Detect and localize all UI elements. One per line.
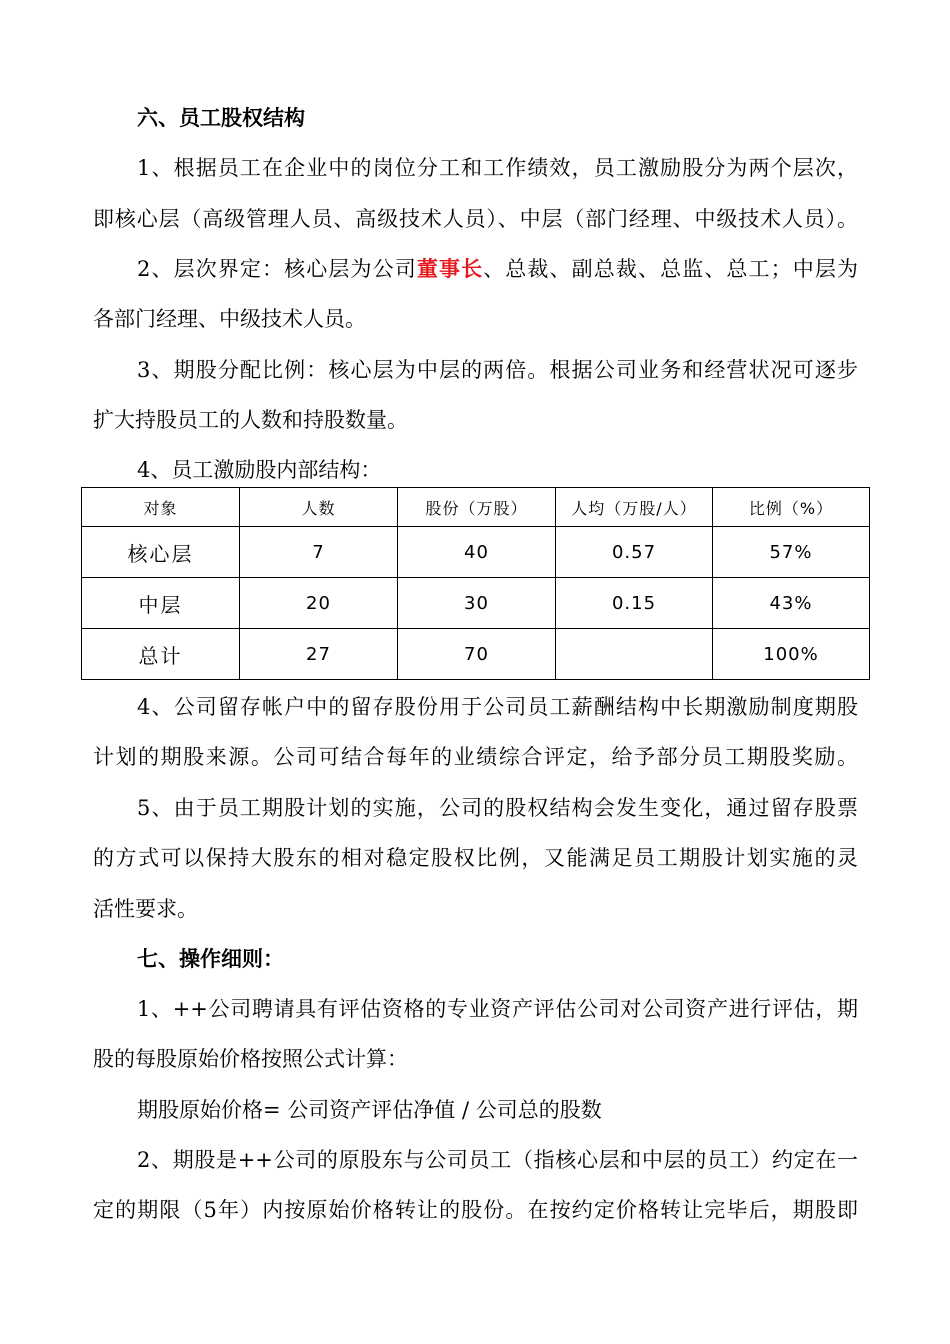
table-cell: 43% <box>713 578 870 629</box>
table-cell: 中层 <box>82 578 240 629</box>
equity-structure-table <box>81 487 870 680</box>
s6-p6-line2: 的方式可以保持大股东的相对稳定股权比例，又能满足员工期股计划实施的灵 <box>93 846 858 870</box>
s7-p1-line2: 股的每股原始价格按照公式计算： <box>93 1047 408 1071</box>
table-cell: 总计 <box>82 629 240 680</box>
s7-formula: 期股原始价格= 公司资产评估净值 / 公司总的股数 <box>137 1098 602 1122</box>
table-row <box>82 629 870 680</box>
table-header: 股份（万股） <box>398 488 556 527</box>
table-cell: 0.15 <box>556 578 713 629</box>
table-cell <box>556 629 713 680</box>
s6-p6-line3: 活性要求。 <box>93 897 198 921</box>
table-cell: 40 <box>398 527 556 578</box>
table-cell: 27 <box>240 629 398 680</box>
table-cell: 70 <box>398 629 556 680</box>
table-cell: 30 <box>398 578 556 629</box>
s6-p1-line1: 1、根据员工在企业中的岗位分工和工作绩效，员工激励股分为两个层次， <box>137 156 858 180</box>
table-header: 人均（万股/人） <box>556 488 713 527</box>
table-cell: 20 <box>240 578 398 629</box>
table-header: 人数 <box>240 488 398 527</box>
s7-p1-line1: 1、++公司聘请具有评估资格的专业资产评估公司对公司资产进行评估，期 <box>137 997 858 1021</box>
s6-p6-line1: 5、由于员工期股计划的实施，公司的股权结构会发生变化，通过留存股票 <box>137 796 858 820</box>
s6-p2-line2: 各部门经理、中级技术人员。 <box>93 307 366 331</box>
table-row <box>82 527 870 578</box>
table-header-row <box>82 488 870 527</box>
s6-p2-suffix: 、总裁、副总裁、总监、总工；中层为 <box>483 257 858 281</box>
s6-p2-highlight: 董事长 <box>416 256 484 281</box>
table-header: 比例（%） <box>713 488 870 527</box>
table-cell: 57% <box>713 527 870 578</box>
table-cell: 100% <box>713 629 870 680</box>
table-cell: 核心层 <box>82 527 240 578</box>
s6-p5-line2: 计划的期股来源。公司可结合每年的业绩综合评定，给予部分员工期股奖励。 <box>93 745 858 769</box>
s6-p3-line2: 扩大持股员工的人数和持股数量。 <box>93 408 408 432</box>
s6-p1-line2: 即核心层（高级管理人员、高级技术人员）、中层（部门经理、中级技术人员）。 <box>93 207 858 231</box>
table-cell: 0.57 <box>556 527 713 578</box>
section-6-heading: 六、员工股权结构 <box>137 105 305 130</box>
table-cell: 7 <box>240 527 398 578</box>
section-7-heading: 七、操作细则： <box>137 946 284 971</box>
table-row <box>82 578 870 629</box>
s6-p4-title: 4、员工激励股内部结构： <box>137 458 382 482</box>
table-header: 对象 <box>82 488 240 527</box>
s7-p2-line2: 定的期限（5年）内按原始价格转让的股份。在按约定价格转让完毕后，期股即 <box>93 1198 858 1222</box>
s6-p5-line1: 4、公司留存帐户中的留存股份用于公司员工薪酬结构中长期激励制度期股 <box>137 695 858 719</box>
s6-p2-prefix: 2、层次界定：核心层为公司 <box>137 257 417 281</box>
s7-p2-line1: 2、期股是++公司的原股东与公司员工（指核心层和中层的员工）约定在一 <box>137 1148 858 1172</box>
s6-p2-line1 <box>137 253 858 283</box>
s6-p3-line1: 3、期股分配比例：核心层为中层的两倍。根据公司业务和经营状况可逐步 <box>137 358 858 382</box>
